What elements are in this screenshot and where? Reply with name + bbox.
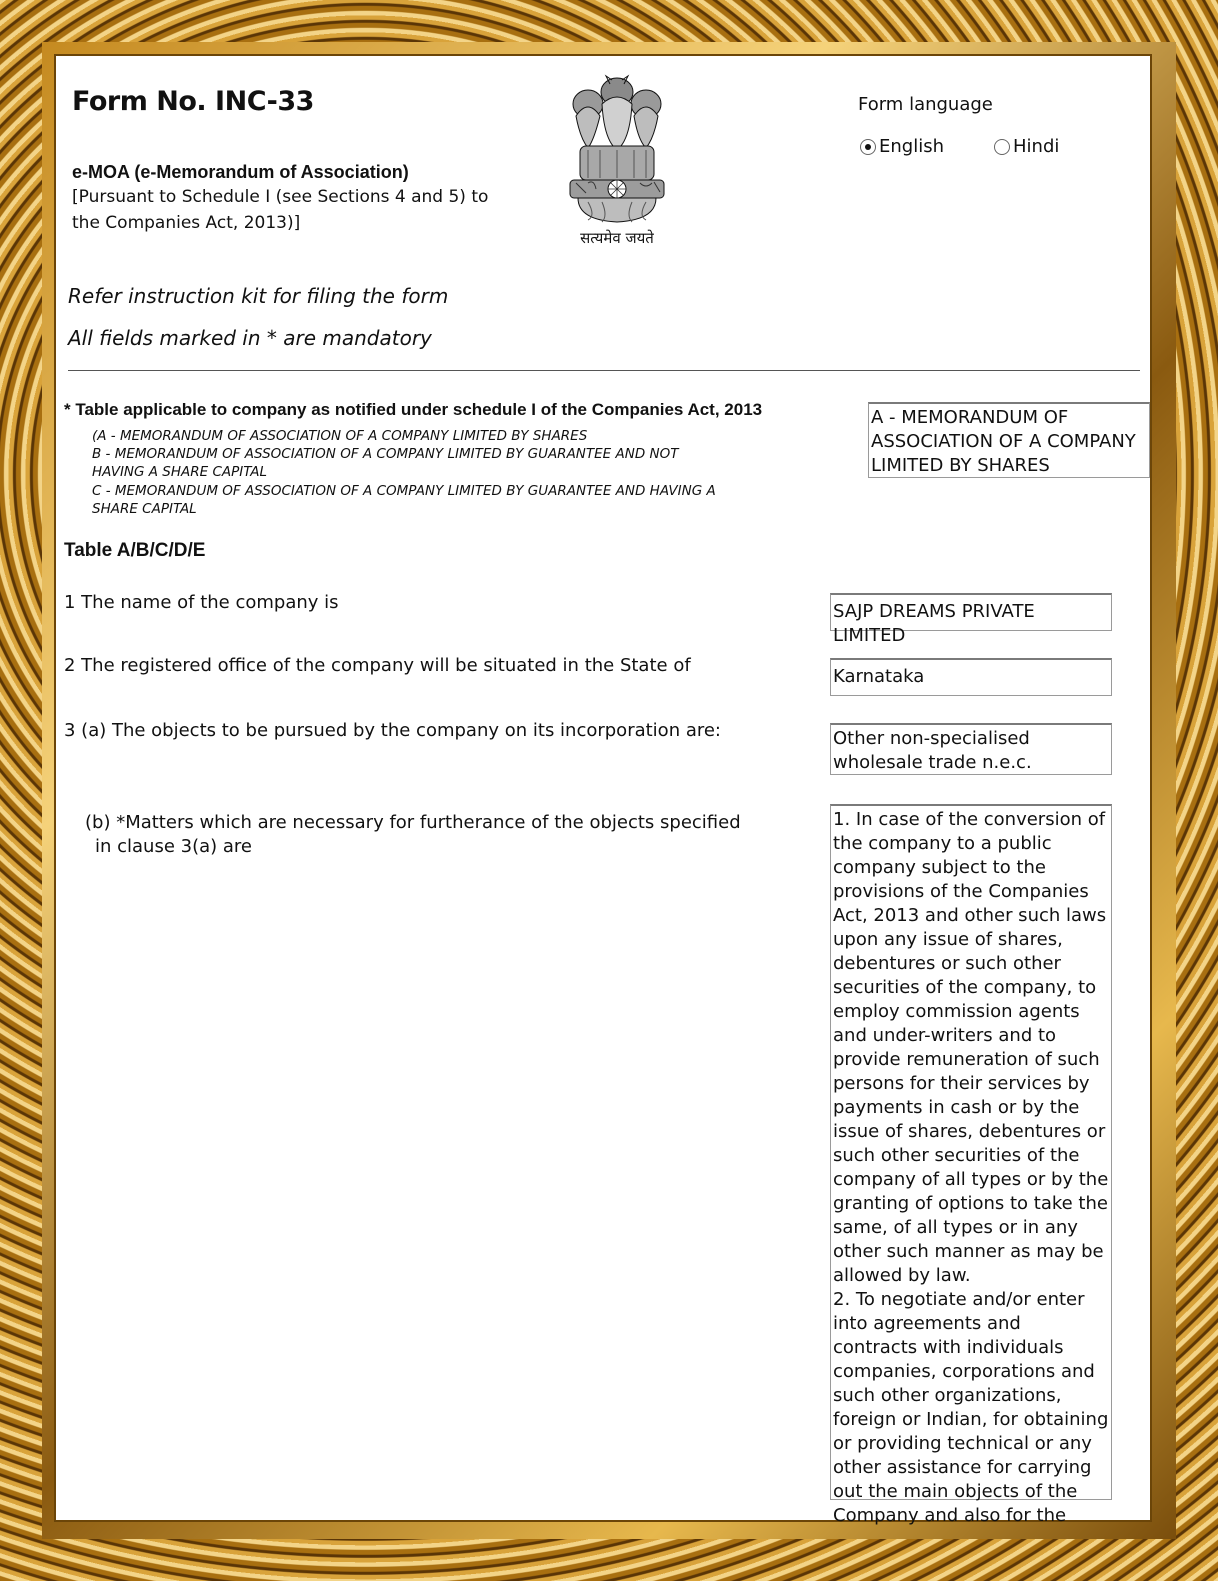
- objects-field[interactable]: Other non-specialised wholesale trade n.e.c.: [830, 723, 1112, 775]
- company-name-label: 1 The name of the company is: [64, 592, 339, 613]
- divider: [68, 370, 1140, 371]
- matters-label-line-2: in clause 3(a) are: [95, 836, 252, 857]
- instruction-note: Refer instruction kit for filing the form: [68, 284, 449, 308]
- language-radio-english[interactable]: [860, 136, 944, 157]
- pursuant-line-2: the Companies Act, 2013)]: [72, 213, 301, 233]
- mandatory-note: All fields marked in * are mandatory: [68, 326, 432, 350]
- table-applicable-label: * Table applicable to company as notified under schedule I of the Companies Act, 2013: [64, 400, 763, 419]
- table-applicable-field[interactable]: A - MEMORANDUM OF ASSOCIATION OF A COMPANY LIMITED BY SHARES: [868, 402, 1150, 478]
- form-page: [56, 56, 1150, 1526]
- matters-textarea[interactable]: 1. In case of the conversion of the company to a public company subject to the provisions of the Companies Act, 2013 and other such laws upon any issue of shares, debentures or such other securities of the company, to employ commission agents and under-writers and to provide remuneration of such persons for their services by payments in cash or by the issue of shares, debentures or such other securities of the company of all types or by the granting of options to take the same, of all types or in any other such manner as may be allowed by law. 2. To negotiate and/or enter into agreements and contracts with individuals companies, corporations and such other organizations, foreign or Indian, for obtaining or providing technical or any other assistance for carrying out the main objects of the Company and also for the: [830, 804, 1112, 1500]
- form-number: Form No. INC-33: [72, 86, 314, 117]
- section-heading: Table A/B/C/D/E: [64, 540, 206, 561]
- language-radio-hindi[interactable]: [994, 136, 1059, 157]
- company-name-field[interactable]: SAJP DREAMS PRIVATE LIMITED: [830, 593, 1112, 631]
- language-option-label: English: [879, 136, 944, 157]
- radio-unselected-icon[interactable]: [994, 139, 1010, 155]
- registered-office-label: 2 The registered office of the company will be situated in the State of: [64, 655, 691, 676]
- table-option-a: (A - MEMORANDUM OF ASSOCIATION OF A COMPANY LIMITED BY SHARES: [92, 428, 588, 444]
- registered-state-field[interactable]: Karnataka: [830, 658, 1112, 696]
- pursuant-line-1: [Pursuant to Schedule I (see Sections 4 and 5) to: [72, 187, 489, 207]
- national-emblem-icon: [558, 70, 676, 248]
- radio-selected-icon[interactable]: [860, 139, 876, 155]
- table-option-c: C - MEMORANDUM OF ASSOCIATION OF A COMPANY LIMITED BY GUARANTEE AND HAVING A SHARE CAPITAL: [92, 483, 716, 517]
- form-subtitle: e-MOA (e-Memorandum of Association): [72, 162, 409, 182]
- table-option-b: B - MEMORANDUM OF ASSOCIATION OF A COMPANY LIMITED BY GUARANTEE AND NOT HAVING A SHARE CAPITAL: [92, 446, 679, 480]
- form-language-label: Form language: [858, 94, 993, 115]
- language-option-label: Hindi: [1013, 136, 1060, 157]
- emblem-motto: सत्यमेव जयते: [580, 229, 654, 247]
- objects-label: 3 (a) The objects to be pursued by the company on its incorporation are:: [64, 720, 721, 741]
- matters-label-line-1: (b) *Matters which are necessary for furtherance of the objects specified: [85, 812, 741, 833]
